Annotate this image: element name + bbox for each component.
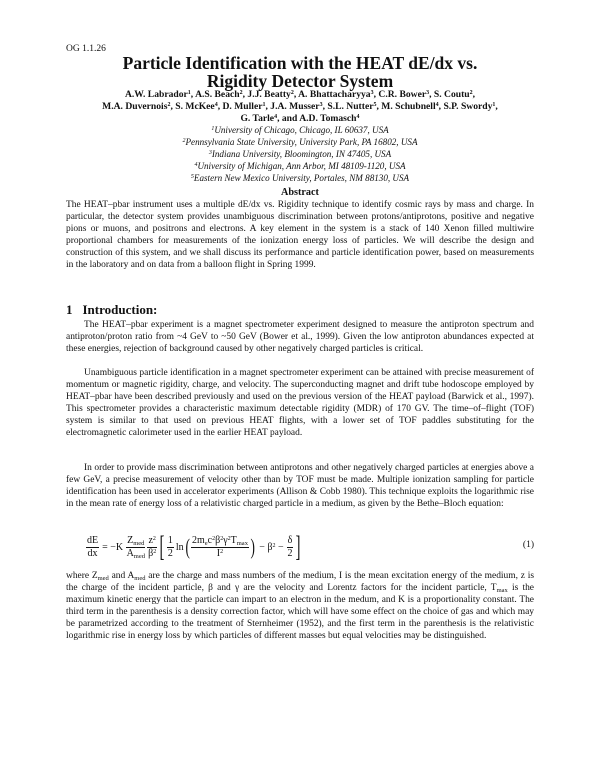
author: and A.D. Tomasch	[281, 113, 357, 124]
affiliations	[60, 124, 540, 184]
affiliation: $^2$Pennsylvania State University, University Park, PA 16802, USA	[182, 137, 418, 147]
author: A. Bhattacharyya	[298, 89, 371, 100]
author: M.A. Duvernois	[102, 101, 168, 112]
affiliation: $^4$University of Michigan, Ann Arbor, MI 48109-1120, USA	[194, 161, 406, 171]
intro-paragraph-2: Unambiguous particle identification in a magnet spectrometer experiment can be attained with precise measurement of momentum or magnetic rigidity, charge, and velocity. The superconducting magnet and drift tube hodoscope employed by HEAT–pbar have been described previously and used on the previous version of the HEAT payload (Barwick et al., 1997). This spectrometer provides a characteristic maximum detectable rigidity (MDR) of 170 GV. The time–of–flight (TOF) system is similar to that used on previous HEAT flights, with a lower set of TOF paddles substituting for the electromagnetic calorimeter used in the earlier HEAT payload.	[66, 368, 534, 438]
section-heading	[66, 302, 167, 318]
author-line-2: M.A. Duvernois$^2$, S. McKee$^4$, D. Muller$^1$, J.A. Musser$^3$, S.L. Nutter$^5$, M. Schubnell$^4$, S.P. Swordy$^1$,	[102, 101, 498, 112]
author: J.A. Musser	[270, 101, 320, 112]
author: G. Tarle	[240, 113, 275, 124]
paper-code: OG 1.1.26	[66, 44, 106, 54]
intro-paragraph-4: where $Z_{med}$ and $A_{med}$ are the charge and mass numbers of the medium, I is the mean excitation energy of the medium, z is the charge of the incident particle, β and γ are the velocity and Lorentz factors for the incident particle, $T_{max}$ is the maximum kinetic energy that the particle can impart to an electron in the medum, and K is a proportionality constant. The third term in the parenthesis is a density correction factor, which will have some effect on the choice of gas and which may be parametrized according to the treatment of Sternheimer (1952), and the first term in the parenthesis is the relativistic logarithmic rise in energy loss by which particles of different masses but equal velocities may be distinguished.	[66, 571, 535, 641]
paper-title-line-2: Rigidity Detector System	[206, 71, 394, 91]
author: C.R. Bower	[378, 89, 427, 100]
abstract-heading: Abstract	[281, 187, 319, 198]
author: S. McKee	[175, 101, 215, 112]
author: A.W. Labrador	[124, 89, 188, 100]
author: M. Schubnell	[381, 101, 436, 112]
author: A.S. Beach	[195, 89, 240, 100]
section-title: Introduction:	[82, 302, 158, 317]
intro-paragraph-1: The HEAT–pbar experiment is a magnet spectrometer experiment designed to measure the antiproton spectrum and antiproton/proton ratio from ~4 GeV to ~50 GeV (Bower et al., 1999). Given the low antiproton abundances expected at these energies, rejection of background caused by other negatively charged particles is critical.	[66, 320, 534, 354]
equation-number: (1)	[522, 540, 534, 550]
author-line-1: A.W. Labrador$^1$, A.S. Beach$^2$, J.J. Beatty$^2$, A. Bhattacharyya$^3$, C.R. Bower$^3$, S. Coutu$^2$,	[124, 89, 476, 100]
author: J.J. Beatty	[247, 89, 291, 100]
author: D. Muller	[222, 101, 263, 112]
affiliation: $^5$Eastern New Mexico University, Portales, NM 88130, USA	[190, 173, 410, 183]
author-line-3: G. Tarle$^4$, and A.D. Tomasch$^4$	[240, 113, 360, 124]
author: S.P. Swordy	[443, 101, 493, 112]
paper-title-line-1: Particle Identification with the HEAT dE/dx vs.	[122, 53, 478, 73]
bethe-bloch-equation: $\frac{dE}{dx}$ = −K $\frac{Z_{med}}{A_{med}}$ $\frac{z^2}{\beta^2}$ [ $\frac{1}{2}$ ln ( $\frac{2m_ec^2\beta^2\gamma^2T_{max}}{I^2}$ ) − $\beta^2$ − $\frac{\delta}{2}$ ] (1)	[87, 530, 534, 563]
affiliation: $^1$University of Chicago, Chicago, IL 60637, USA	[211, 125, 389, 135]
affiliation: $^3$Indiana University, Bloomington, IN 47405, USA	[208, 149, 392, 159]
intro-paragraph-3: In order to provide mass discrimination between antiprotons and other negatively charged particles at energies above a few GeV, a precise measurement of velocity other than by TOF must be made. Multiple ionization sampling for particle identification has been used in accelerator experiments (Allison & Cobb 1980). This technique exploits the logarithmic rise in the mean rate of energy loss of a relativistic charged particle in a medium, as given by the Bethe–Bloch equation:	[66, 463, 534, 509]
section-number: 1	[66, 302, 73, 317]
abstract-text: The HEAT–pbar instrument uses a multiple dE/dx vs. Rigidity technique to identify cosmic rays by mass and charge. In particular, the detector system provides unambiguous discrimination between protons/antiprotons, positive and negative pions or muons, and positrons and electrons. A key element in the system is a stack of 140 Xenon filled multiwire proportional chambers for measurements of the ionization energy loss of particles. We will describe the design and construction of this system, and we shall discuss its performance and particle identification power, based on measurements in the laboratory and on data from a balloon flight in Spring 1999.	[66, 200, 534, 270]
author: S.L. Nutter	[327, 101, 374, 112]
author: S. Coutu	[433, 89, 470, 100]
